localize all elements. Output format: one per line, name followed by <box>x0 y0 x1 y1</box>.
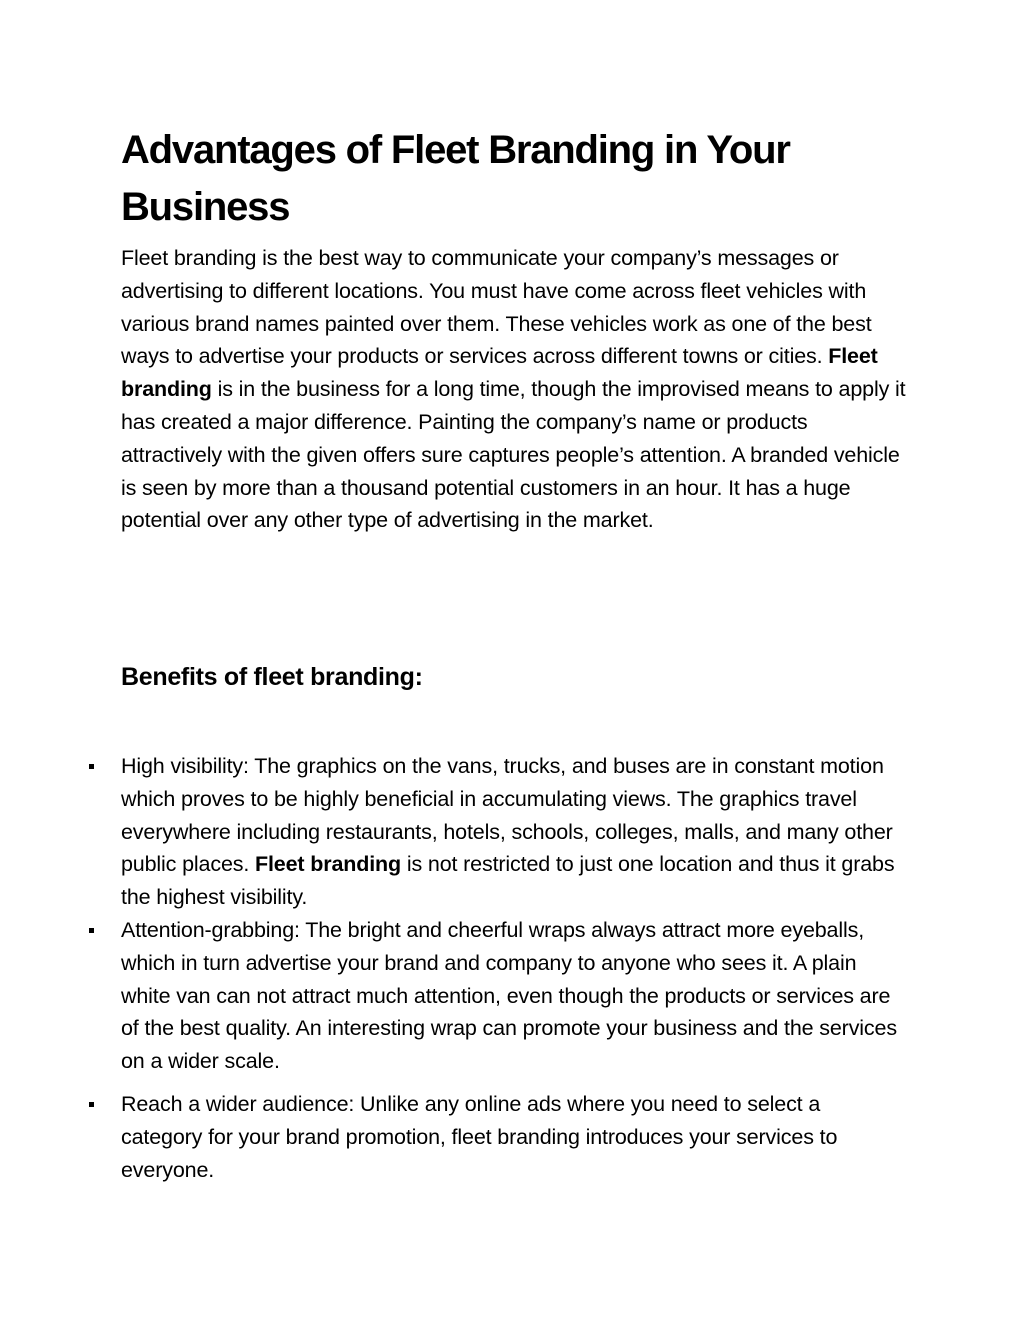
square-bullet-icon <box>89 928 94 933</box>
benefits-list <box>0 750 1024 1186</box>
intro-paragraph <box>121 242 907 537</box>
intro-text-part1: Fleet branding is the best way to communicate your company’s messages or advertising to different locations. You must have come across fleet vehicles with various brand names painted over them. These vehicles work as one of the best ways to advertise your products or services across different towns or cities. <box>121 246 872 369</box>
benefit-text-part2: is not restricted to just one location and thus it grabs the highest visibility. <box>121 852 895 910</box>
benefit-text-part1: High visibility: The graphics on the vans, trucks, and buses are in constant motion which proves to be highly beneficial in accumulating views. The graphics travel everywhere including restaurants, hotels, schools, colleges, malls, and many other public places. <box>121 754 893 877</box>
square-bullet-icon <box>89 1102 94 1107</box>
intro-bold-keyword: Fleet branding <box>121 344 878 402</box>
benefit-text: Attention-grabbing: The bright and cheerful wraps always attract more eyeballs, which in turn advertise your brand and company to anyone who sees it. A plain white van can not attract much attention, even though the products or services are of the best quality. An interesting wrap can promote your business and the services on a wider scale. <box>121 917 897 1074</box>
benefits-heading: Benefits of fleet branding: <box>121 663 423 691</box>
page-title: Advantages of Fleet Branding in Your Business <box>121 128 790 229</box>
list-item <box>0 914 907 1078</box>
benefit-bold-keyword: Fleet branding <box>255 852 402 877</box>
benefit-text: Reach a wider audience: Unlike any online ads where you need to select a category for your brand promotion, fleet branding introduces your services to everyone. <box>121 1091 838 1182</box>
list-item <box>0 750 907 914</box>
intro-text-part2: is in the business for a long time, though the improvised means to apply it has created a major difference. Painting the company’s name or products attractively with the given offers sure captures people’s attention. A branded vehicle is seen by more than a thousand potential customers in an hour. It has a huge potential over any other type of advertising in the market. <box>121 377 906 533</box>
square-bullet-icon <box>89 764 94 769</box>
list-item <box>0 1088 907 1186</box>
